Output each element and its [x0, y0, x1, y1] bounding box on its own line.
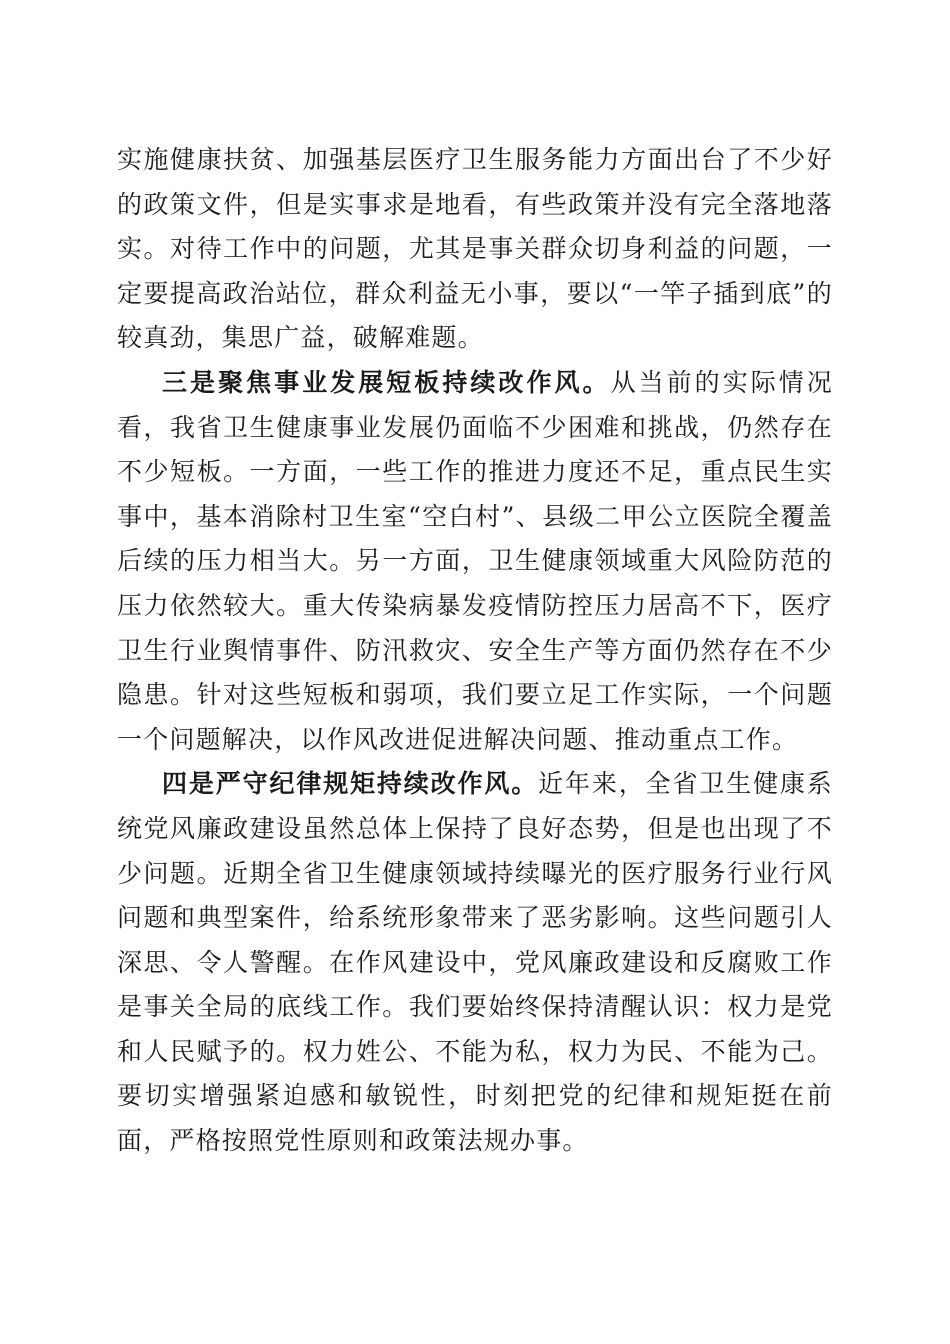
paragraph-continued [117, 138, 833, 361]
paragraph-lead-heading: 三是聚焦事业发展短板持续改作风。 [162, 367, 611, 397]
paragraph-text: 从当前的实际情况看，我省卫生健康事业发展仍面临不少困难和挑战，仍然存在不少短板。一方面，一些工作的推进力度还不足，重点民生实事中，基本消除村卫生室“空白村”、县级二甲公立医院全覆盖后续的压力相当大。另一方面，卫生健康领域重大风险防范的压力依然较大。重大传染病暴发疫情防控压力居高不下，医疗卫生行业舆情事件、防汛救灾、安全生产等方面仍然存在不少隐患。针对这些短板和弱项，我们要立足工作实际，一个问题一个问题解决，以作风改进促进解决问题、推动重点工作。 [117, 367, 834, 754]
document-body [117, 138, 833, 1164]
paragraph-lead-heading: 四是严守纪律规矩持续改作风。 [162, 769, 539, 799]
paragraph-text: 实施健康扶贫、加强基层医疗卫生服务能力方面出台了不少好的政策文件，但是实事求是地看，有些政策并没有完全落地落实。对待工作中的问题，尤其是事关群众切身利益的问题，一定要提高政治站位，群众利益无小事，要以“一竿子插到底”的较真劲，集思广益，破解难题。 [117, 145, 833, 353]
paragraph-point-four [117, 762, 833, 1163]
paragraph-point-three [117, 361, 833, 762]
paragraph-text: 近年来，全省卫生健康系统党风廉政建设虽然总体上保持了良好态势，但是也出现了不少问题。近期全省卫生健康领域持续曝光的医疗服务行业行风问题和典型案件，给系统形象带来了恶劣影响。这些问题引人深思、令人警醒。在作风建设中，党风廉政建设和反腐败工作是事关全局的底线工作。我们要始终保持清醒认识：权力是党和人民赋予的。权力姓公、不能为私，权力为民、不能为己。要切实增强紧迫感和敏锐性，时刻把党的纪律和规矩挺在前面，严格按照党性原则和政策法规办事。 [117, 769, 834, 1156]
